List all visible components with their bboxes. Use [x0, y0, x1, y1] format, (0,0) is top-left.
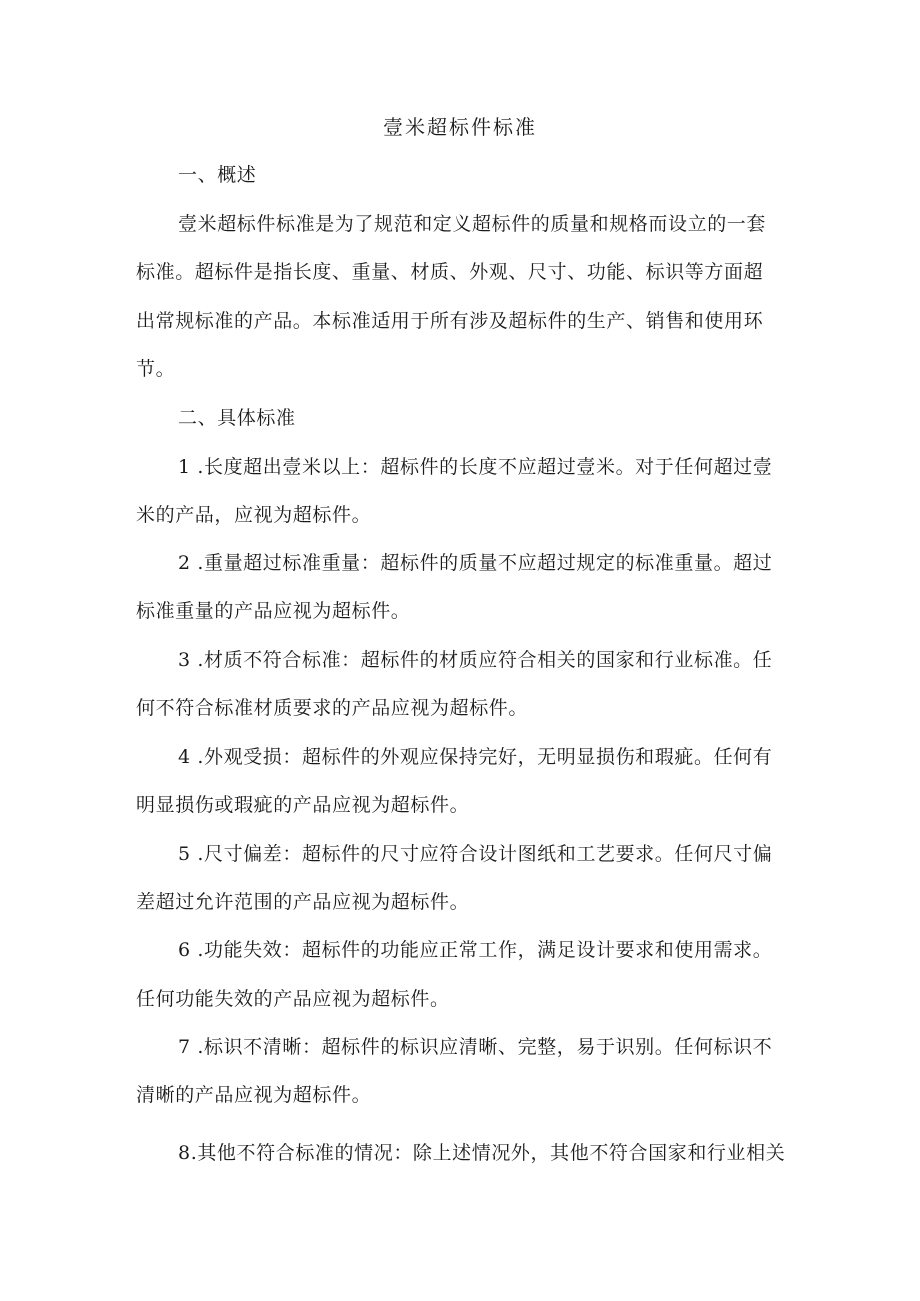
standard-item-5: 5 .尺寸偏差：超标件的尺寸应符合设计图纸和工艺要求。任何尺寸偏	[178, 843, 773, 865]
paragraph-line: 出常规标准的产品。本标准适用于所有涉及超标件的生产、销售和使用环	[136, 310, 764, 332]
paragraph-line: 节。	[136, 358, 176, 380]
standard-item-6: 6 .功能失效：超标件的功能应正常工作，满足设计要求和使用需求。	[178, 939, 773, 961]
document-title: 壹米超标件标准	[383, 115, 537, 139]
standard-item-2-cont: 标准重量的产品应视为超标件。	[136, 600, 411, 622]
standard-item-1-cont: 米的产品，应视为超标件。	[136, 504, 372, 526]
paragraph-line: 壹米超标件标准是为了规范和定义超标件的质量和规格而设立的一套	[178, 213, 767, 235]
standard-item-3-cont: 何不符合标准材质要求的产品应视为超标件。	[136, 697, 529, 719]
section-heading-specific-standards: 二、具体标准	[178, 407, 296, 429]
section-heading-overview: 一、概述	[178, 164, 257, 186]
standard-item-7-cont: 清晰的产品应视为超标件。	[136, 1084, 372, 1106]
standard-item-8: 8.其他不符合标准的情况：除上述情况外，其他不符合国家和行业相关	[178, 1142, 786, 1164]
standard-item-2: 2 .重量超过标准重量：超标件的质量不应超过规定的标准重量。超过	[178, 552, 773, 574]
standard-item-1: 1 .长度超出壹米以上：超标件的长度不应超过壹米。对于任何超过壹	[178, 456, 773, 478]
standard-item-5-cont: 差超过允许范围的产品应视为超标件。	[136, 891, 470, 913]
paragraph-line: 标准。超标件是指长度、重量、材质、外观、尺寸、功能、标识等方面超	[136, 261, 764, 283]
standard-item-4-cont: 明显损伤或瑕疵的产品应视为超标件。	[136, 794, 470, 816]
standard-item-7: 7 .标识不清晰：超标件的标识应清晰、完整，易于识别。任何标识不	[178, 1036, 773, 1058]
standard-item-4: 4 .外观受损：超标件的外观应保持完好，无明显损伤和瑕疵。任何有	[178, 746, 773, 768]
standard-item-6-cont: 任何功能失效的产品应视为超标件。	[136, 988, 450, 1010]
standard-item-3: 3 .材质不符合标准：超标件的材质应符合相关的国家和行业标准。任	[178, 649, 773, 671]
